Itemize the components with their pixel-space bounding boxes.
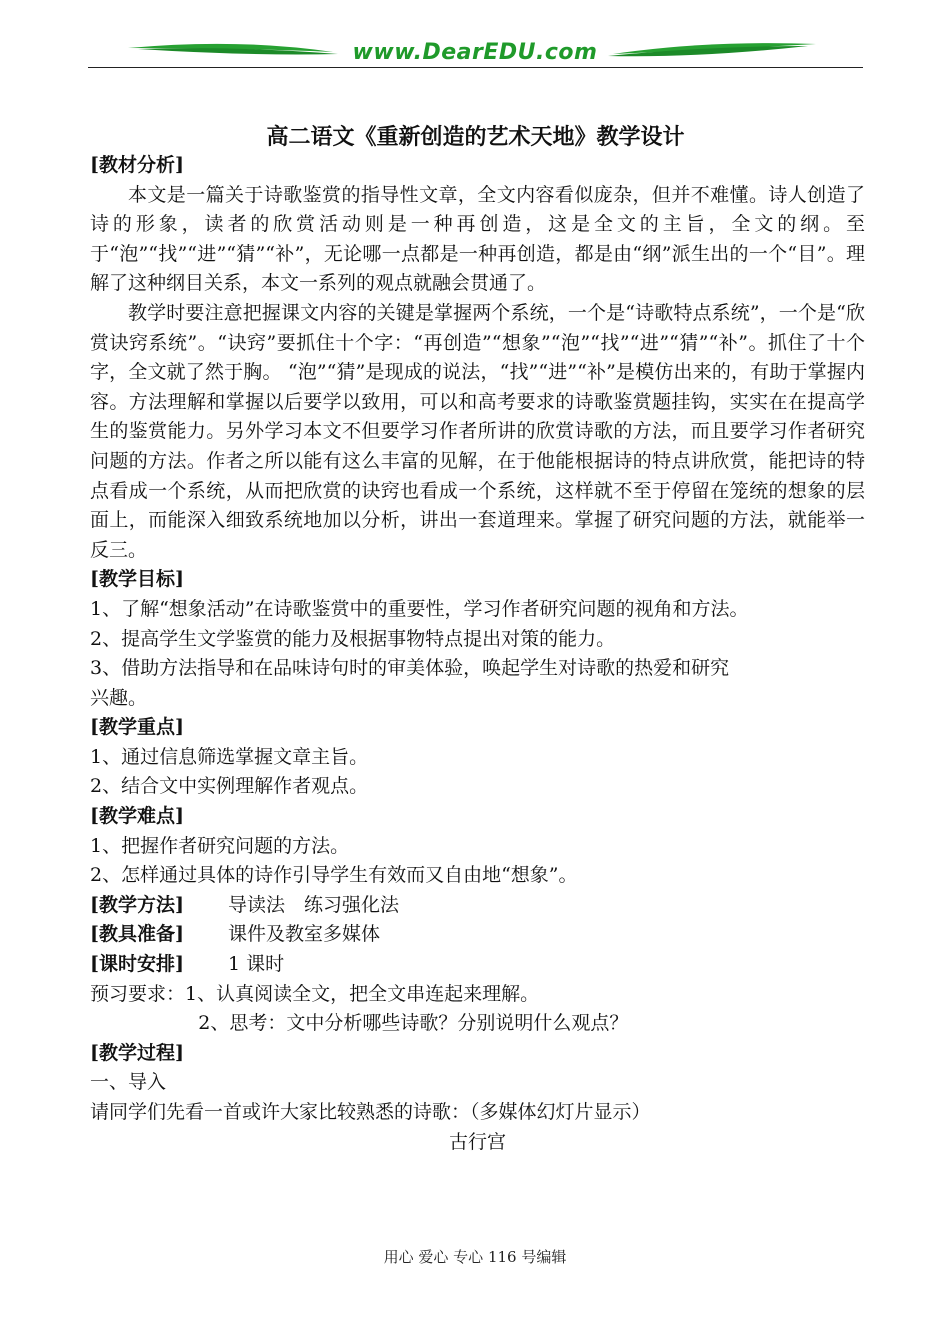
difficulty-item: 1、把握作者研究问题的方法。 bbox=[90, 834, 350, 857]
document-body bbox=[90, 151, 865, 1157]
document-title: 高二语文《重新创造的艺术天地》教学设计 bbox=[266, 124, 685, 150]
process-step-1: 一、导入 bbox=[90, 1071, 167, 1094]
goal-item: 1、了解“想象活动”在诗歌鉴赏中的重要性，学习作者研究问题的视角和方法。 bbox=[90, 597, 749, 620]
time-value: 1 课时 bbox=[227, 953, 285, 976]
heading-goals: [教学目标] bbox=[90, 568, 184, 591]
focus-item: 1、通过信息筛选掌握文章主旨。 bbox=[90, 745, 369, 768]
goal-item: 兴趣。 bbox=[90, 686, 148, 709]
heading-time: [课时安排] bbox=[90, 953, 184, 976]
process-intro: 请同学们先看一首或许大家比较熟悉的诗歌：（多媒体幻灯片显示） bbox=[90, 1101, 651, 1123]
poem-title: 古行宫 bbox=[448, 1130, 506, 1153]
goal-item: 2、提高学生文学鉴赏的能力及根据事物特点提出对策的能力。 bbox=[90, 627, 616, 650]
heading-focus: [教学重点] bbox=[90, 716, 184, 739]
heading-tools: [教具准备] bbox=[90, 923, 184, 946]
method-row bbox=[90, 891, 865, 921]
focus-item: 2、结合文中实例理解作者观点。 bbox=[90, 775, 369, 798]
header-rule bbox=[88, 67, 863, 68]
analysis-paragraph-1: 本文是一篇关于诗歌鉴赏的指导性文章，全文内容看似庞杂，但并不难懂。诗人创造了诗的形象，读者的欣赏活动则是一种再创造，这是全文的主旨，全文的纲。至于“泡”“找”“进”“猜”“补”，无论哪一点都是一种再创造，都是由“纲”派生出的一个“目”。理解了这种纲目关系，本文一系列的观点就融会贯通了。 bbox=[90, 183, 865, 295]
page-footer: 用心 爱心 专心 116 号编辑 bbox=[383, 1248, 567, 1266]
difficulty-item: 2、怎样通过具体的诗作引导学生有效而又自由地“想象”。 bbox=[90, 864, 578, 887]
goal-item: 3、借助方法指导和在品味诗句时的审美体验，唤起学生对诗歌的热爱和研究 bbox=[90, 657, 730, 680]
time-row bbox=[90, 950, 865, 980]
tools-row bbox=[90, 920, 865, 950]
preview-line-1: 预习要求：1、认真阅读全文，把全文串连起来理解。 bbox=[90, 982, 540, 1005]
method-value: 导读法 练习强化法 bbox=[227, 893, 399, 916]
tools-value: 课件及教室多媒体 bbox=[227, 923, 380, 946]
heading-analysis: [教材分析] bbox=[90, 154, 184, 176]
site-logo: www.DearEDU.com bbox=[352, 40, 598, 65]
analysis-paragraph-2: 教学时要注意把握课文内容的关键是掌握两个系统，一个是“诗歌特点系统”，一个是“欣赏诀窍系统”。“诀窍”要抓住十个字：“再创造”“想象”“泡”“找”“进”“猜”“补”。抓住了十个字，全文就了然于胸。 “泡”“猜”是现成的说法，“找”“进”“补”是模仿出来的，有助于掌握内容。方法理解和掌握以后要学以致用，可以和高考要求的诗歌鉴赏题挂钩，实实在在提高学生的鉴赏能力。另外学习本文不但要学习作者所讲的欣赏诗歌的方法，而且要学习作者研究问题的方法。作者之所以能有这么丰富的见解，在于他能根据诗的特点讲欣赏，能把诗的特点看成一个系统，从而把欣赏的诀窍也看成一个系统，这样就不至于停留在笼统的想象的层面上，而能深入细致系统地加以分析，讲出一套道理来。掌握了研究问题的方法，就能举一反三。 bbox=[90, 301, 865, 561]
heading-process: [教学过程] bbox=[90, 1041, 184, 1064]
heading-method: [教学方法] bbox=[90, 893, 184, 916]
heading-difficulty: [教学难点] bbox=[90, 805, 184, 828]
preview-line-2: 2、思考：文中分析哪些诗歌？分别说明什么观点？ bbox=[198, 1012, 629, 1035]
